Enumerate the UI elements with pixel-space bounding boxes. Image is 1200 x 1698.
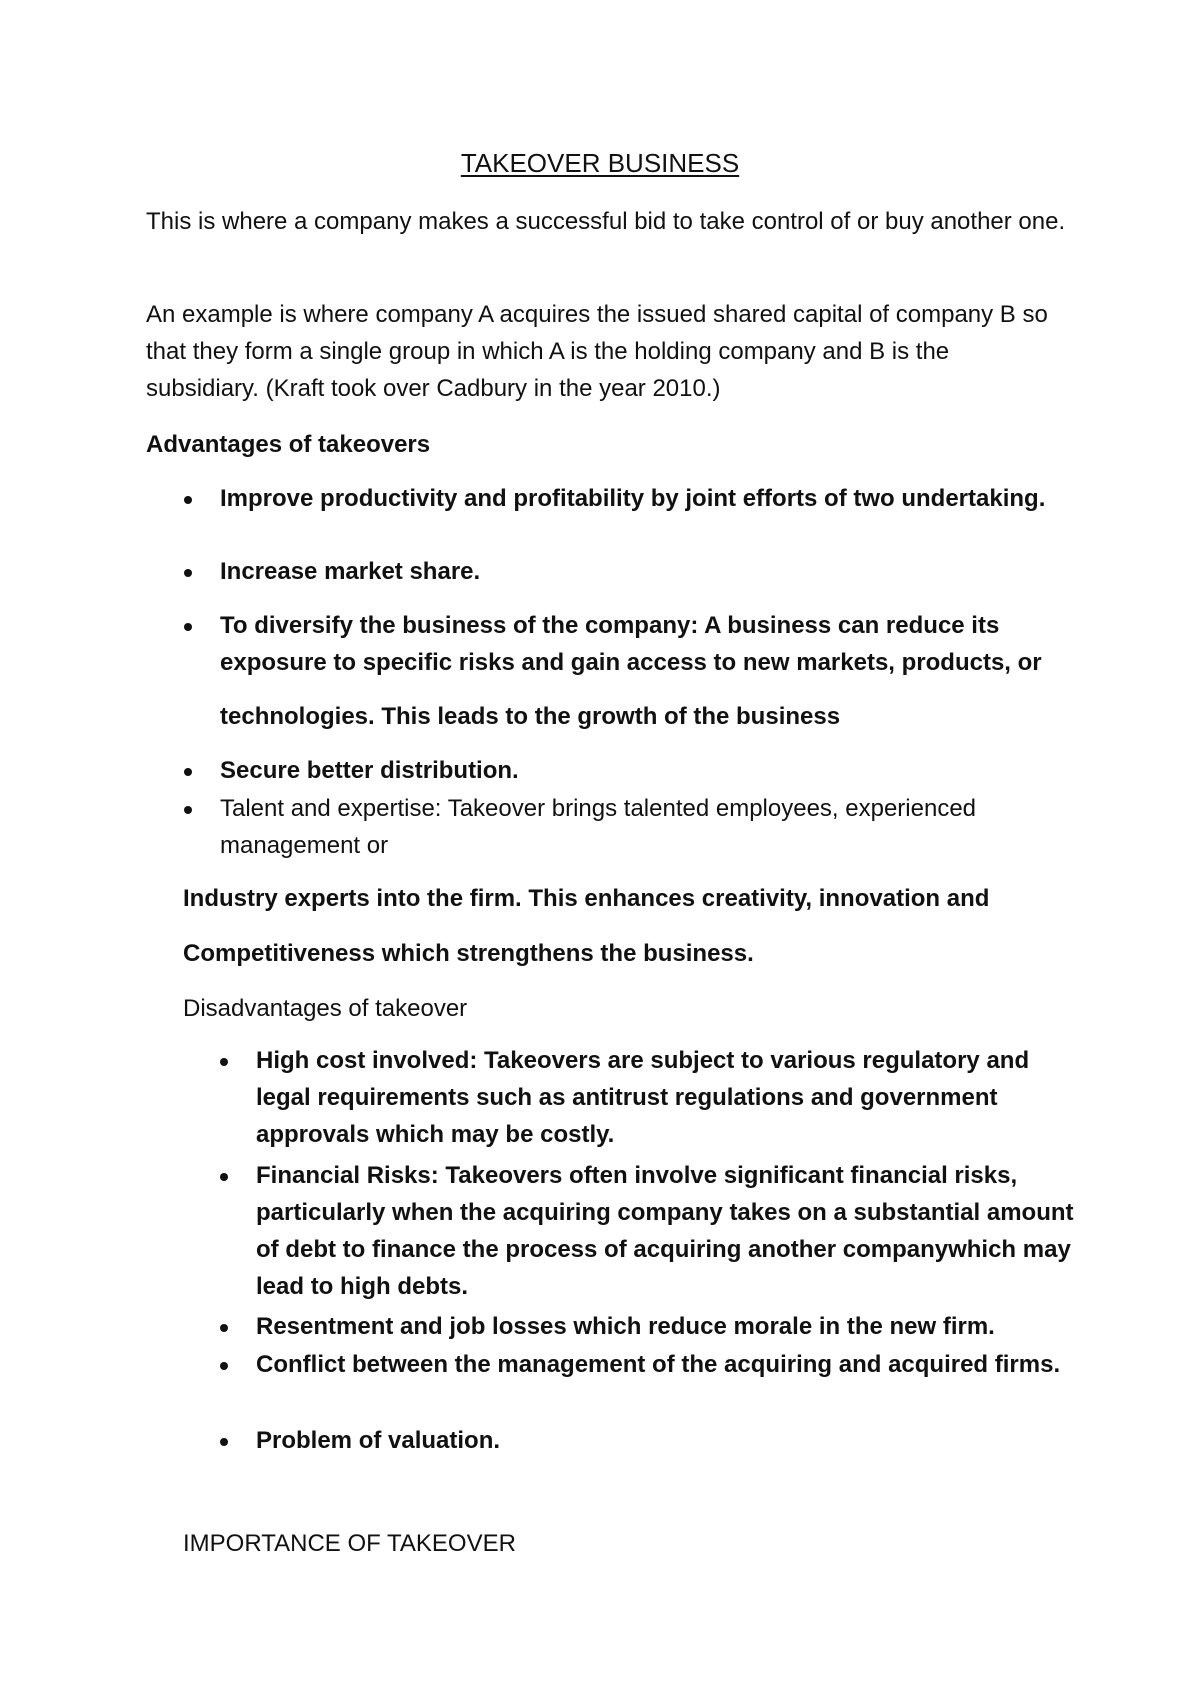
list-item-text: Conflict between the management of the acquiring and acquired firms.	[256, 1351, 1061, 1378]
list-item	[220, 480, 1080, 517]
bullet-icon	[184, 768, 192, 776]
bullet-icon	[220, 1173, 228, 1181]
list-item-text: Problem of valuation.	[256, 1427, 501, 1454]
list-item	[256, 1308, 1086, 1345]
list-item	[256, 1157, 1086, 1305]
list-item-text: Talent and expertise: Takeover brings talented employees, experienced management or	[220, 795, 977, 859]
list-item	[256, 1422, 1086, 1459]
disadvantages-heading: Disadvantages of takeover	[183, 995, 468, 1022]
list-item	[220, 607, 1080, 681]
list-item	[256, 1346, 1086, 1383]
example-paragraph: An example is where company A acquires the issued shared capital of company B so that they form a single group in which A is the holding company and B is the subsidiary. (Kraft took over Cadbury in the year 2010.)	[146, 301, 1048, 402]
bullet-icon	[184, 569, 192, 577]
intro-paragraph: This is where a company makes a successful bid to take control of or buy another one.	[146, 208, 1066, 235]
bullet-icon	[220, 1362, 228, 1370]
bullet-icon	[220, 1438, 228, 1446]
advantage-continuation-text: Industry experts into the firm. This enhances creativity, innovation and	[183, 885, 990, 912]
document-title: TAKEOVER BUSINESS	[460, 148, 740, 178]
list-item-text: Resentment and job losses which reduce morale in the new firm.	[256, 1313, 995, 1340]
list-item	[220, 752, 1080, 789]
bullet-icon	[220, 1058, 228, 1066]
list-item-text: Financial Risks: Takeovers often involve significant financial risks, particularly when the acquiring company takes on a substantial amount of debt to finance the process of acquiring another companywhich may lead to high debts.	[256, 1162, 1074, 1300]
bullet-icon	[220, 1324, 228, 1332]
list-item-text: To diversify the business of the company: A business can reduce its exposure to specific risks and gain access to new markets, products, or	[220, 612, 1042, 676]
advantage-continuation-text: Competitiveness which strengthens the business.	[183, 940, 754, 967]
list-item-text: Increase market share.	[220, 558, 481, 585]
advantage-continuation-text: technologies. This leads to the growth of the business	[220, 703, 841, 730]
importance-heading: IMPORTANCE OF TAKEOVER	[183, 1530, 516, 1557]
advantages-heading: Advantages of takeovers	[146, 431, 431, 458]
list-item	[220, 790, 1080, 864]
bullet-icon	[184, 806, 192, 814]
list-item-text: Improve productivity and profitability by joint efforts of two undertaking.	[220, 485, 1046, 512]
list-item-text: Secure better distribution.	[220, 757, 519, 784]
list-item-text: High cost involved: Takeovers are subject to various regulatory and legal requirements such as antitrust regulations and government approvals which may be costly.	[256, 1047, 1030, 1148]
bullet-icon	[184, 496, 192, 504]
bullet-icon	[184, 623, 192, 631]
list-item	[256, 1042, 1086, 1153]
list-item	[220, 553, 1080, 590]
